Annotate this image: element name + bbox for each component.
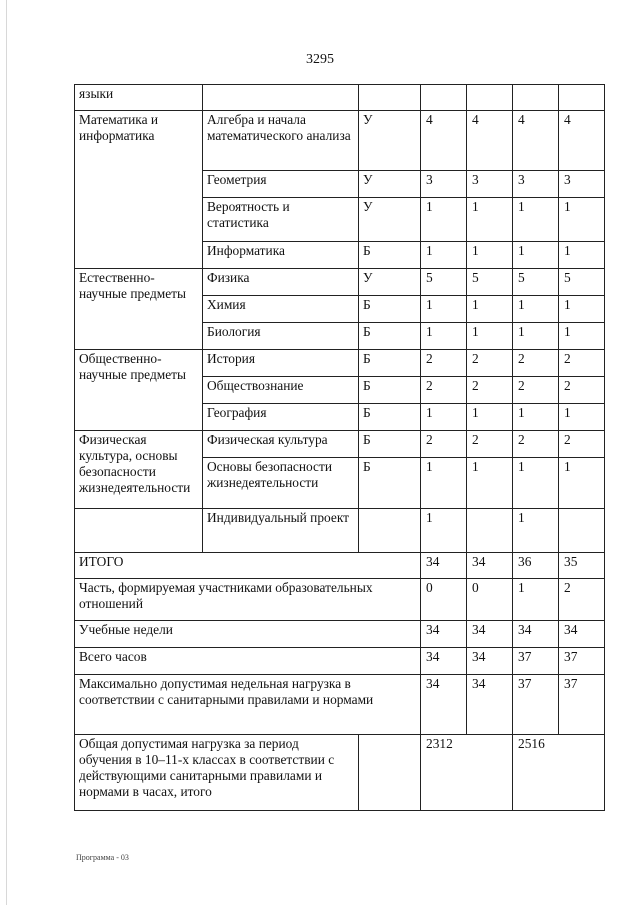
hours-cell: 3 [513,171,559,198]
table-row [75,579,605,621]
summary-label: Общая допустимая нагрузка за период обучения в 10–11-х классах в соответствии с действующими санитарными правилами и нормами в часах, итого [75,735,359,811]
hours-cell: 34 [421,675,467,735]
hours-cell: 1 [559,296,605,323]
subject-cell: Информатика [203,242,359,269]
hours-cell: 34 [467,648,513,675]
level-cell: Б [359,431,421,458]
hours-cell: 34 [513,621,559,648]
level-cell: Б [359,296,421,323]
hours-cell: 1 [559,458,605,509]
hours-cell: 1 [467,242,513,269]
hours-cell: 1 [421,404,467,431]
hours-cell: 2 [513,377,559,404]
scan-edge [6,0,7,905]
level-cell [359,85,421,111]
hours-cell: 34 [421,553,467,579]
level-cell: У [359,269,421,296]
table-row [75,350,605,377]
table-row [75,553,605,579]
hours-cell: 1 [513,323,559,350]
hours-cell: 3 [467,171,513,198]
hours-cell: 1 [421,509,467,553]
hours-cell: 4 [559,111,605,171]
hours-cell: 34 [467,621,513,648]
subject-cell: История [203,350,359,377]
summary-label: Всего часов [75,648,421,675]
summary-label: ИТОГО [75,553,421,579]
summary-label: Максимально допустимая недельная нагрузка в соответствии с санитарными правилами и нормами [75,675,421,735]
level-cell: Б [359,350,421,377]
hours-cell: 5 [467,269,513,296]
hours-cell: 3 [421,171,467,198]
level-cell: Б [359,377,421,404]
hours-cell: 4 [467,111,513,171]
hours-cell: 2 [421,377,467,404]
subject-cell: Обществознание [203,377,359,404]
hours-cell: 2 [513,431,559,458]
hours-cell: 34 [467,675,513,735]
hours-cell: 1 [559,323,605,350]
hours-cell: 1 [421,198,467,242]
subject-cell: Индивидуальный проект [203,509,359,553]
total-load-value: 2516 [513,735,605,811]
subject-area-cell: Математика и информатика [75,111,203,269]
hours-cell: 1 [421,296,467,323]
summary-label: Часть, формируемая участниками образовательных отношений [75,579,421,621]
total-load-value: 2312 [421,735,513,811]
subject-area-cell: Общественно-научные предметы [75,350,203,431]
hours-cell: 1 [513,404,559,431]
table-row [75,621,605,648]
subject-cell: Физическая культура [203,431,359,458]
hours-cell: 2 [513,350,559,377]
subject-area-cell: Физическая культура, основы безопасности жизнедеятельности [75,431,203,509]
subject-cell: Физика [203,269,359,296]
hours-cell: 37 [559,648,605,675]
hours-cell: 1 [513,242,559,269]
subject-cell: Геометрия [203,171,359,198]
hours-cell: 1 [467,404,513,431]
level-cell [359,509,421,553]
hours-cell: 2 [467,431,513,458]
hours-cell: 34 [559,621,605,648]
subject-area-cell: языки [75,85,203,111]
summary-label: Учебные недели [75,621,421,648]
hours-cell: 1 [467,198,513,242]
hours-cell: 1 [421,323,467,350]
subject-area-cell [75,509,203,553]
hours-cell: 2 [421,350,467,377]
subject-area-cell: Естественно-научные предметы [75,269,203,350]
page-number: 3295 [306,52,334,67]
hours-cell: 1 [513,458,559,509]
hours-cell: 2 [467,377,513,404]
subject-cell: География [203,404,359,431]
hours-cell [559,85,605,111]
hours-cell: 2 [559,350,605,377]
hours-cell: 2 [559,579,605,621]
table-row [75,269,605,296]
level-cell: У [359,111,421,171]
hours-cell: 37 [513,675,559,735]
subject-cell [203,85,359,111]
hours-cell: 34 [421,648,467,675]
hours-cell: 1 [467,296,513,323]
table-row [75,509,605,553]
subject-cell: Алгебра и начала математического анализа [203,111,359,171]
table-row [75,735,605,811]
table-row [75,675,605,735]
table-row [75,85,605,111]
subject-cell: Вероятность и статистика [203,198,359,242]
hours-cell: 4 [421,111,467,171]
hours-cell: 5 [421,269,467,296]
hours-cell: 2 [421,431,467,458]
table-row [75,648,605,675]
subject-cell: Основы безопасности жизнедеятельности [203,458,359,509]
hours-cell: 1 [421,242,467,269]
hours-cell: 1 [467,458,513,509]
table-row [75,111,605,171]
hours-cell: 1 [513,198,559,242]
level-cell: Б [359,323,421,350]
hours-cell: 3 [559,171,605,198]
hours-cell: 2 [559,377,605,404]
hours-cell: 1 [513,579,559,621]
hours-cell: 2 [559,431,605,458]
hours-cell: 4 [513,111,559,171]
hours-cell: 37 [559,675,605,735]
table-row [75,431,605,458]
hours-cell [467,509,513,553]
footer-note: Программа - 03 [76,853,129,862]
level-cell [359,735,421,811]
hours-cell: 0 [421,579,467,621]
hours-cell: 1 [421,458,467,509]
hours-cell [559,509,605,553]
subject-cell: Химия [203,296,359,323]
hours-cell: 1 [467,323,513,350]
level-cell: У [359,171,421,198]
hours-cell: 1 [559,242,605,269]
curriculum-table [74,84,605,811]
hours-cell: 2 [467,350,513,377]
hours-cell: 5 [559,269,605,296]
hours-cell: 1 [559,404,605,431]
level-cell: Б [359,458,421,509]
hours-cell: 34 [467,553,513,579]
level-cell: У [359,198,421,242]
hours-cell [513,85,559,111]
level-cell: Б [359,404,421,431]
subject-cell: Биология [203,323,359,350]
hours-cell: 5 [513,269,559,296]
hours-cell: 1 [513,509,559,553]
hours-cell: 37 [513,648,559,675]
hours-cell [467,85,513,111]
hours-cell: 0 [467,579,513,621]
hours-cell: 1 [559,198,605,242]
hours-cell: 34 [421,621,467,648]
hours-cell: 36 [513,553,559,579]
hours-cell: 1 [513,296,559,323]
hours-cell: 35 [559,553,605,579]
level-cell: Б [359,242,421,269]
hours-cell [421,85,467,111]
